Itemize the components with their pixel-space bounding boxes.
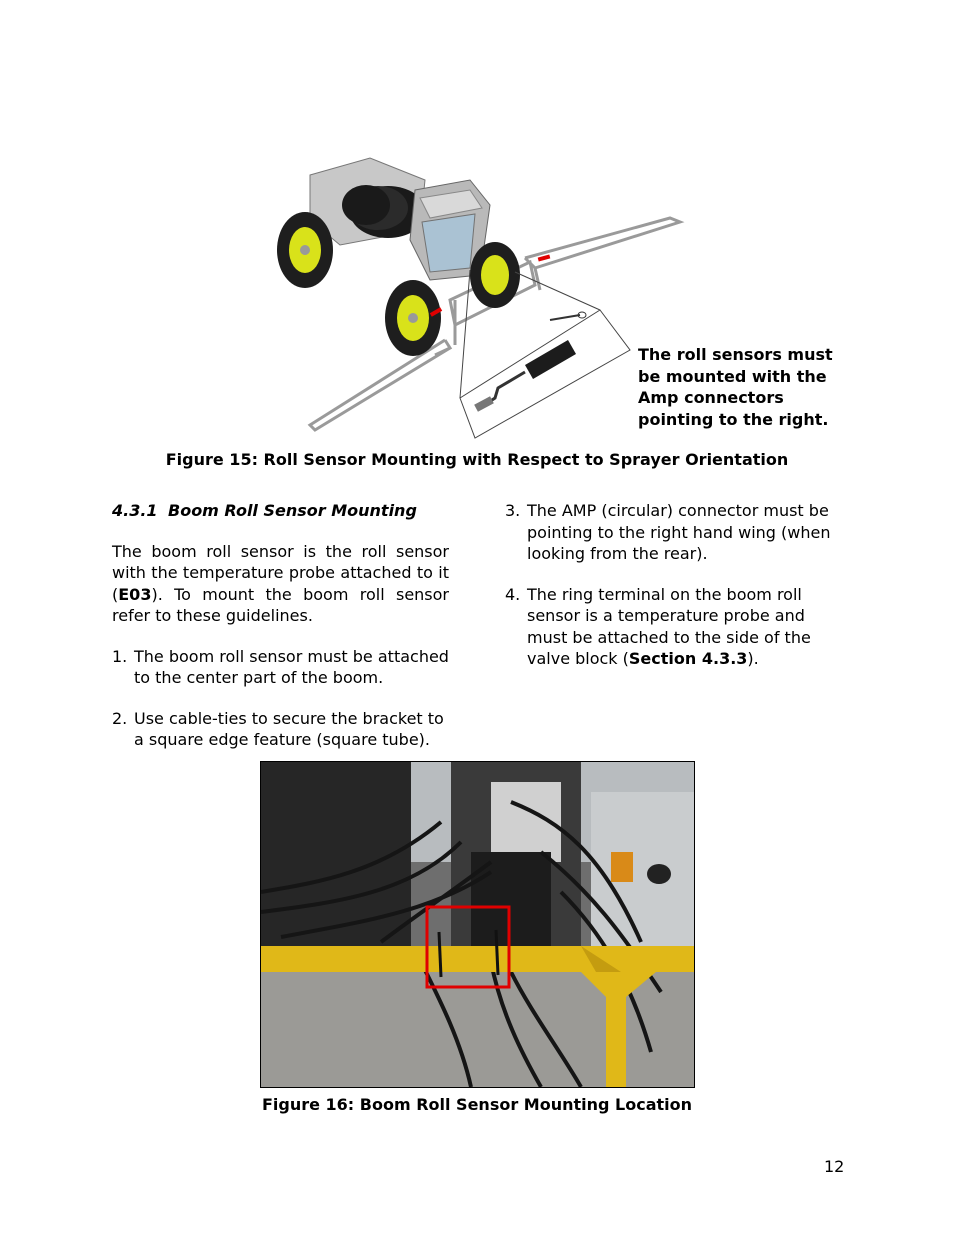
list-item-number: 1. [112,646,128,666]
wheel-front-right [470,242,520,308]
figure16-caption: Figure 16: Boom Roll Sensor Mounting Location [261,1095,693,1114]
left-column [112,500,449,770]
list-item-text: Use cable-ties to secure the bracket to a square edge feature (square tube). [134,708,444,749]
intro-code: E03 [118,584,152,604]
intro-text-a: The boom roll sensor is the roll sensor with the temperature probe attached to it ( [112,541,449,604]
section-number: 4.3.1 [112,501,158,520]
figure15-callout: The roll sensors must be mounted with the Amp connectors pointing to the right. [638,345,833,429]
yellow-boom [261,946,694,972]
section-heading [112,500,449,522]
list-item [112,646,449,689]
list-item [505,500,845,565]
section-title: Boom Roll Sensor Mounting [168,501,417,520]
wheel-rear-left [385,280,441,356]
figure15-caption: Figure 15: Roll Sensor Mounting with Respect to Sprayer Orientation [165,450,789,469]
boom-photo [260,761,695,1088]
intro-paragraph [112,541,449,627]
list-item-text-b: ). [747,649,759,668]
list-item-text [527,584,845,670]
sprayer-illustration [270,150,690,445]
wheel-front-left [277,212,333,288]
list-item-number: 3. [505,501,521,520]
list-item-number: 2. [112,708,128,728]
list-item-number: 4. [505,584,521,604]
list-item [112,708,449,751]
list-item-text-a: The ring terminal on the boom roll sensor is a temperature probe and must be attached to the side of the valve block ( [527,584,811,668]
list-item [505,584,845,670]
section-reference: Section 4.3.3 [628,649,748,668]
sensor-inset [460,310,630,438]
right-column [505,500,845,689]
list-item-text: The AMP (circular) connector must be pointing to the right hand wing (when looking from the rear). [527,501,831,563]
intro-text-b: ). To mount the boom roll sensor refer to these guidelines. [112,584,449,625]
page-number: 12 [824,1157,845,1176]
list-item-text: The boom roll sensor must be attached to the center part of the boom. [134,646,449,687]
roll-sensor-marker-right [538,255,551,262]
